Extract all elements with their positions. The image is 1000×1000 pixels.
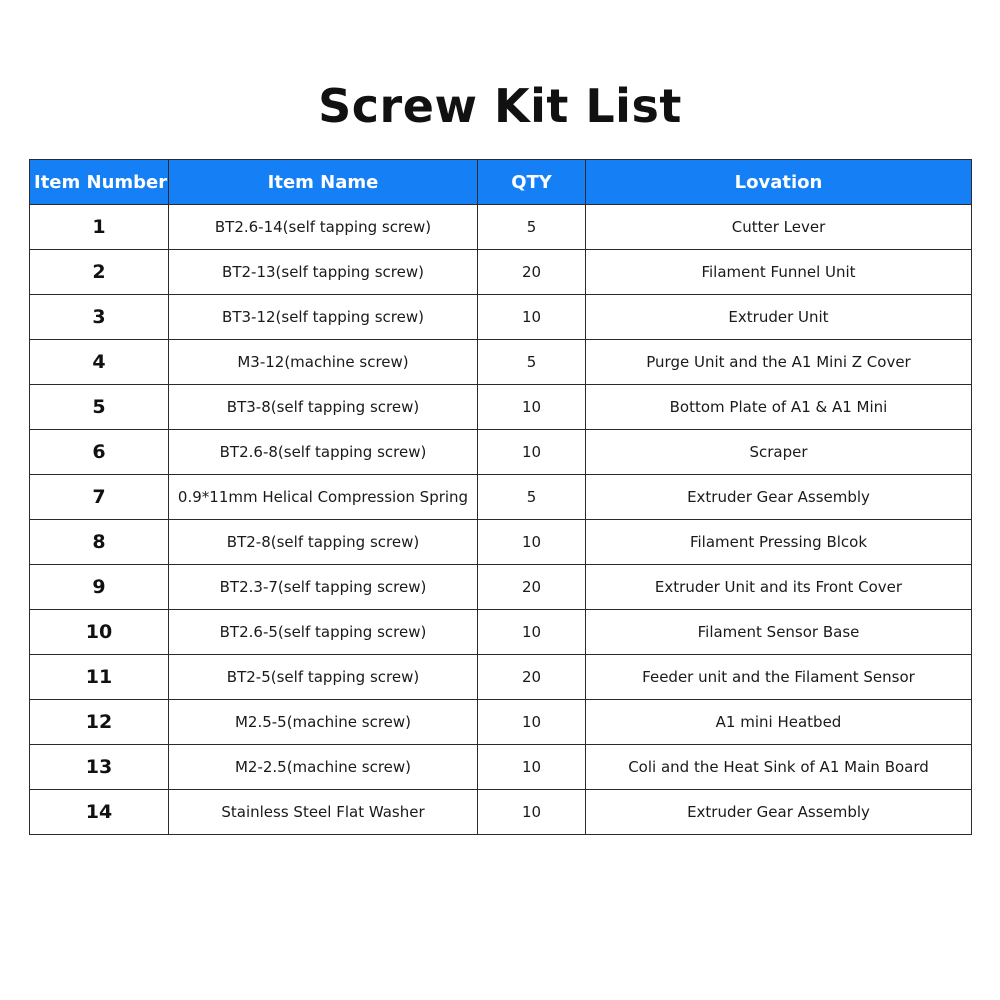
cell-item-name: M2.5-5(machine screw) bbox=[169, 700, 478, 745]
cell-item-number: 14 bbox=[30, 790, 169, 835]
table-row bbox=[30, 295, 972, 340]
cell-item-number: 11 bbox=[30, 655, 169, 700]
cell-item-number: 2 bbox=[30, 250, 169, 295]
cell-item-number: 1 bbox=[30, 205, 169, 250]
cell-qty: 10 bbox=[478, 430, 586, 475]
cell-item-number: 12 bbox=[30, 700, 169, 745]
cell-qty: 10 bbox=[478, 295, 586, 340]
cell-location: Filament Pressing Blcok bbox=[586, 520, 972, 565]
cell-location: Feeder unit and the Filament Sensor bbox=[586, 655, 972, 700]
cell-item-name: BT3-8(self tapping screw) bbox=[169, 385, 478, 430]
cell-item-number: 8 bbox=[30, 520, 169, 565]
table-row bbox=[30, 655, 972, 700]
cell-item-number: 5 bbox=[30, 385, 169, 430]
cell-location: A1 mini Heatbed bbox=[586, 700, 972, 745]
table-row bbox=[30, 565, 972, 610]
cell-qty: 10 bbox=[478, 790, 586, 835]
cell-item-number: 4 bbox=[30, 340, 169, 385]
cell-qty: 5 bbox=[478, 205, 586, 250]
cell-qty: 10 bbox=[478, 700, 586, 745]
cell-item-name: BT2.3-7(self tapping screw) bbox=[169, 565, 478, 610]
cell-item-name: BT2.6-14(self tapping screw) bbox=[169, 205, 478, 250]
cell-item-name: M2-2.5(machine screw) bbox=[169, 745, 478, 790]
cell-item-number: 13 bbox=[30, 745, 169, 790]
cell-qty: 5 bbox=[478, 475, 586, 520]
cell-location: Filament Funnel Unit bbox=[586, 250, 972, 295]
cell-qty: 10 bbox=[478, 610, 586, 655]
cell-qty: 20 bbox=[478, 565, 586, 610]
column-header-location: Lovation bbox=[586, 160, 972, 205]
cell-qty: 10 bbox=[478, 385, 586, 430]
column-header-item-name: Item Name bbox=[169, 160, 478, 205]
table-row bbox=[30, 475, 972, 520]
cell-item-name: BT2-5(self tapping screw) bbox=[169, 655, 478, 700]
cell-item-name: M3-12(machine screw) bbox=[169, 340, 478, 385]
cell-qty: 5 bbox=[478, 340, 586, 385]
cell-item-name: 0.9*11mm Helical Compression Spring bbox=[169, 475, 478, 520]
table-row bbox=[30, 205, 972, 250]
cell-qty: 10 bbox=[478, 520, 586, 565]
screw-kit-table bbox=[29, 159, 972, 835]
table-row bbox=[30, 385, 972, 430]
cell-item-number: 10 bbox=[30, 610, 169, 655]
cell-location: Scraper bbox=[586, 430, 972, 475]
cell-item-name: BT2.6-5(self tapping screw) bbox=[169, 610, 478, 655]
cell-location: Cutter Lever bbox=[586, 205, 972, 250]
column-header-item-number: Item Number bbox=[30, 160, 169, 205]
cell-location: Coli and the Heat Sink of A1 Main Board bbox=[586, 745, 972, 790]
table-row bbox=[30, 790, 972, 835]
cell-item-name: BT2-8(self tapping screw) bbox=[169, 520, 478, 565]
table-row bbox=[30, 340, 972, 385]
cell-qty: 20 bbox=[478, 655, 586, 700]
table-header-row bbox=[30, 160, 972, 205]
table-row bbox=[30, 745, 972, 790]
table-row bbox=[30, 430, 972, 475]
cell-qty: 20 bbox=[478, 250, 586, 295]
cell-location: Purge Unit and the A1 Mini Z Cover bbox=[586, 340, 972, 385]
cell-location: Extruder Gear Assembly bbox=[586, 790, 972, 835]
cell-location: Extruder Gear Assembly bbox=[586, 475, 972, 520]
table-body bbox=[30, 205, 972, 835]
table-row bbox=[30, 520, 972, 565]
table-row bbox=[30, 700, 972, 745]
cell-location: Bottom Plate of A1 & A1 Mini bbox=[586, 385, 972, 430]
cell-item-name: BT3-12(self tapping screw) bbox=[169, 295, 478, 340]
cell-item-number: 6 bbox=[30, 430, 169, 475]
cell-item-name: BT2-13(self tapping screw) bbox=[169, 250, 478, 295]
cell-qty: 10 bbox=[478, 745, 586, 790]
cell-item-name: Stainless Steel Flat Washer bbox=[169, 790, 478, 835]
cell-item-number: 7 bbox=[30, 475, 169, 520]
cell-location: Extruder Unit bbox=[586, 295, 972, 340]
cell-item-number: 3 bbox=[30, 295, 169, 340]
cell-location: Filament Sensor Base bbox=[586, 610, 972, 655]
cell-item-number: 9 bbox=[30, 565, 169, 610]
column-header-qty: QTY bbox=[478, 160, 586, 205]
table-row bbox=[30, 610, 972, 655]
page-title: Screw Kit List bbox=[318, 79, 682, 133]
table-row bbox=[30, 250, 972, 295]
cell-location: Extruder Unit and its Front Cover bbox=[586, 565, 972, 610]
cell-item-name: BT2.6-8(self tapping screw) bbox=[169, 430, 478, 475]
